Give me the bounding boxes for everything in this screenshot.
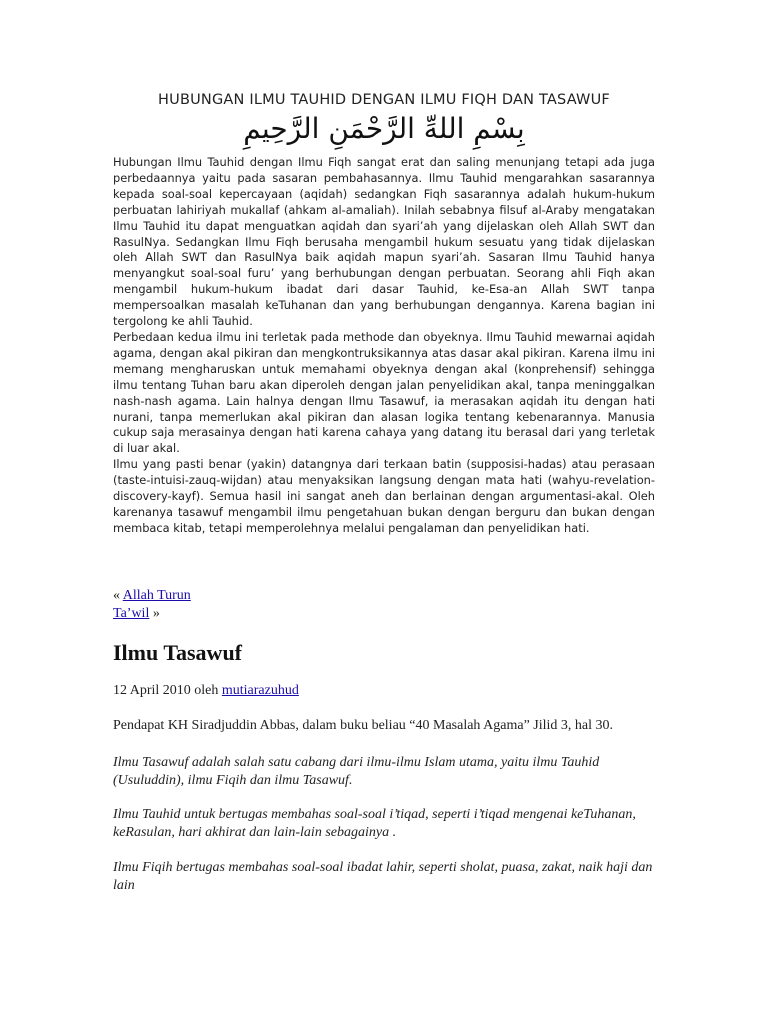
body-paragraph: Ilmu yang pasti benar (yakin) datangnya dari terkaan batin (supposisi-hadas) atau perasaan (taste-intuisi-zauq-wijdan) atau menyaksikan langsung dengan mata hati (wahyu-revelation-discovery-kayf). Semua hasil ini sangat aneh dan berlainan dengan argumentasi-akal. Oleh karenanya tasawuf mengambil ilmu pengetahuan bukan dengan berguru dan bukan dengan membaca kitab, tetapi memperolehnya melalui pengalaman dan penyelidikan hati. <box>113 457 655 535</box>
document-body <box>113 155 655 537</box>
body-paragraph: Perbedaan kedua ilmu ini terletak pada methode dan obyeknya. Ilmu Tauhid mewarnai aqidah agama, dengan akal pikiran dan mengkontruksikannya atas dasar akal pikiran. Karena ilmu ini memang mengharuskan untuk memahami obyeknya dengan akal (konprehensif) sehingga ilmu tentang Tuhan baru akan diperoleh dengan jalan penyelidikan akal, tanpa meninggalkan nash-nash agama. Lain halnya dengan Ilmu Tasawuf, ia merasakan aqidah itu dengan hati nurani, tanpa memerlukan akal pikiran dan alasan logika tentang kebenarannya. Manusia cukup saja merasainya dengan hati karena cahaya yang datang itu berasal dari yang terletak di luar akal. <box>113 329 655 456</box>
next-post-link[interactable]: Ta’wil <box>113 606 150 621</box>
post-title: Ilmu Tasawuf <box>113 640 243 665</box>
prev-post-link[interactable]: Allah Turun <box>122 588 191 603</box>
author-link[interactable]: mutiarazuhud <box>221 683 299 698</box>
post-intro: Pendapat KH Siradjuddin Abbas, dalam buku beliau “40 Masalah Agama” Jilid 3, hal 30. <box>113 718 614 733</box>
basmala: بِسْمِ اللهِّ الرَّحْمَنِ الرَّحِيمِ <box>243 112 525 145</box>
next-post-row <box>113 605 191 623</box>
post-paragraph: Ilmu Fiqih bertugas membahas soal-soal ibadat lahir, seperti sholat, puasa, zakat, naik haji dan lain <box>113 860 653 893</box>
prev-post-row <box>113 587 191 605</box>
post-meta <box>113 683 299 699</box>
post-date: 12 April 2010 oleh <box>113 683 219 698</box>
body-paragraph: Hubungan Ilmu Tauhid dengan Ilmu Fiqh sangat erat dan saling menunjang tetapi ada juga perbedaannya yaitu pada sasaran pembahasannya. Ilmu Tauhid mengarahkan sasarannya kepada soal-soal kepercayaan (aqidah) sedangkan Fiqh sasarannya adalah hukum-hukum perbuatan lahiriyah mukallaf (ahkam al-amaliah). Inilah sebabnya filsuf al-Araby mengatakan Ilmu Tauhid itu dapat menguatkan aqidah dan syari’ah yang dijelaskan oleh Allah SWT dan RasulNya. Sedangkan Ilmu Fiqh berusaha mengambil hukum sesuatu yang tidak dijelaskan oleh Allah SWT dan RasulNya baik aqidah mapun syari’ah. Sasaran Ilmu Tauhid hanya menyangkut soal-soal furu’ yang berhubungan dengan perbuatan. Seorang ahli Fiqh akan mengambil hukum-hukum ibadat dari dasar Tauhid, ke-Esa-an Allah SWT tanpa mempersoalkan masalah keTuhanan dan yang berhubungan dengannya. Karena bagian ini tergolong ke ahli Tauhid. <box>113 155 655 329</box>
post-paragraph: Ilmu Tasawuf adalah salah satu cabang dari ilmu-ilmu Islam utama, yaitu ilmu Tauhid (Usuluddin), ilmu Fiqih dan ilmu Tasawuf. <box>113 755 600 788</box>
prev-arrow: « <box>113 588 120 603</box>
post-paragraph: Ilmu Tauhid untuk bertugas membahas soal-soal i’tiqad, seperti i’tiqad mengenai keTuhanan, keRasulan, hari akhirat dan lain-lain sebagainya . <box>113 807 636 840</box>
next-arrow: » <box>152 606 160 621</box>
post-navigation <box>113 587 191 623</box>
document-title: HUBUNGAN ILMU TAUHID DENGAN ILMU FIQH DAN TASAWUF <box>158 92 610 108</box>
